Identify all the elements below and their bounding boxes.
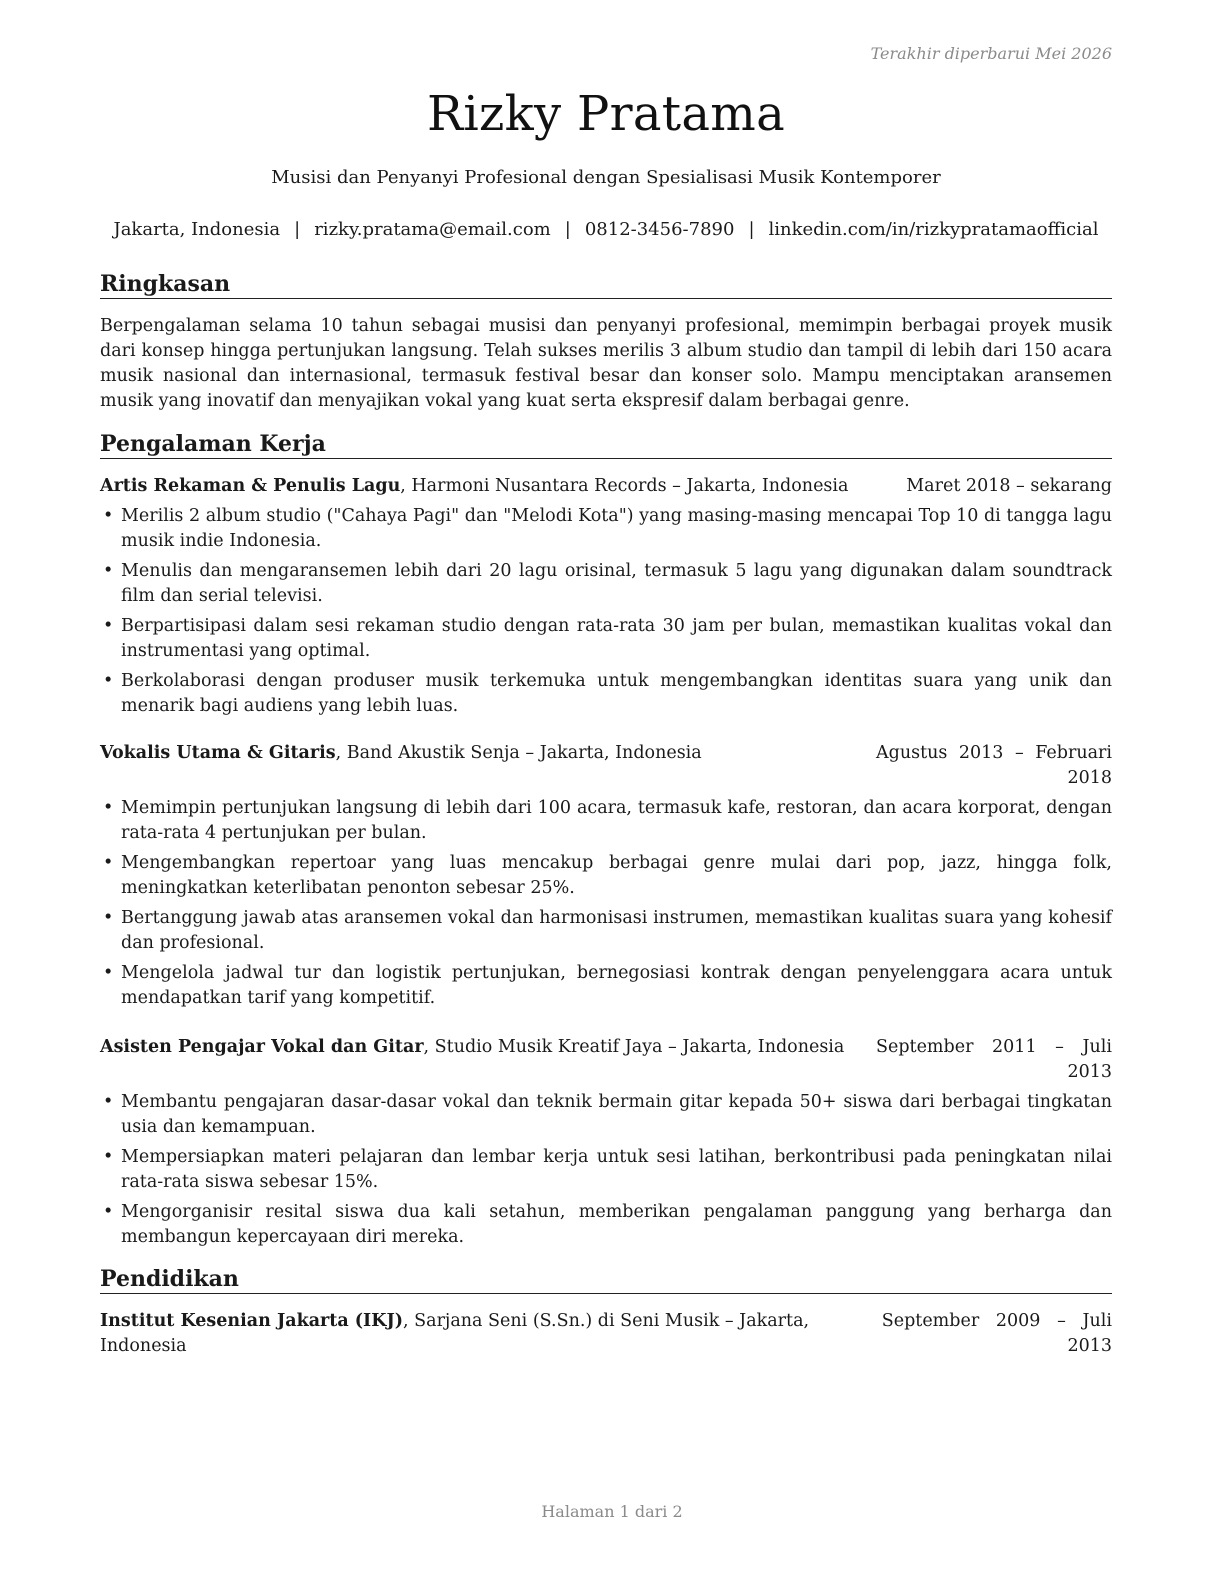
bullet-icon: • [103, 1092, 114, 1112]
list-item [100, 614, 1112, 664]
bullet-icon: • [103, 908, 114, 928]
contact-phone: 0812-3456-7890 [584, 219, 735, 240]
job-bullets [100, 1090, 1112, 1255]
job-date: Agustus 2013 – Februari 2018 [876, 743, 1112, 788]
bullet-text: Berpartisipasi dalam sesi rekaman studio dengan rata-rata 30 jam per bulan, memastikan kualitas vokal dan instrumentasi yang optimal. [121, 616, 1112, 661]
bullet-icon: • [103, 798, 114, 818]
section-title-summary: Ringkasan [100, 271, 1112, 299]
job-header [100, 474, 1112, 499]
contact-separator: | [564, 219, 571, 240]
bullet-icon: • [103, 616, 114, 636]
list-item [100, 906, 1112, 956]
summary-text: Berpengalaman selama 10 tahun sebagai musisi dan penyanyi profesional, memimpin berbagai proyek musik dari konsep hingga pertunjukan langsung. Telah sukses merilis 3 album studio dan tampil di lebih dari 150 acara musik nasional dan internasional, termasuk festival besar dan konser solo. Mampu menciptakan aransemen musik yang inovatif dan menyajikan vokal yang kuat serta ekspresif dalam berbagai genre. [100, 316, 1112, 411]
list-item [100, 961, 1112, 1011]
job-bullets [100, 504, 1112, 724]
tagline: Musisi dan Penyanyi Profesional dengan Spesialisasi Musik Kontemporer [271, 167, 941, 188]
bullet-text: Membantu pengajaran dasar-dasar vokal dan teknik bermain gitar kepada 50+ siswa dari berbagai tingkatan usia dan kemampuan. [121, 1092, 1112, 1137]
section-title-education: Pendidikan [100, 1266, 1112, 1294]
bullet-text: Menulis dan mengaransemen lebih dari 20 lagu orisinal, termasuk 5 lagu yang digunakan dalam soundtrack film dan serial televisi. [121, 561, 1112, 606]
job-role: Asisten Pengajar Vokal dan Gitar [100, 1037, 424, 1057]
contact-line [100, 219, 1112, 240]
job-title-line [100, 741, 876, 791]
job-date: September 2011 – Juli 2013 [876, 1037, 1112, 1082]
job-title-line [100, 1035, 876, 1085]
bullet-text: Mengorganisir resital siswa dua kali setahun, memberikan pengalaman panggung yang berharga dan membangun kepercayaan diri mereka. [121, 1202, 1112, 1247]
bullet-icon: • [103, 853, 114, 873]
contact-separator: | [748, 219, 755, 240]
section-title-experience: Pengalaman Kerja [100, 431, 1112, 459]
education-entry [100, 1309, 1112, 1359]
job-role: Artis Rekaman & Penulis Lagu [100, 476, 401, 496]
job-header [100, 741, 1112, 791]
education-title-line [100, 1309, 882, 1359]
bullet-text: Merilis 2 album studio ("Cahaya Pagi" dan "Melodi Kota") yang masing-masing mencapai Top 10 di tangga lagu musik indie Indonesia. [121, 506, 1112, 551]
contact-email[interactable]: rizky.pratama@email.com [314, 219, 551, 240]
list-item [100, 559, 1112, 609]
job-date: Maret 2018 – sekarang [906, 476, 1112, 496]
bullet-icon: • [103, 1202, 114, 1222]
bullet-text: Berkolaborasi dengan produser musik terkemuka untuk mengembangkan identitas suara yang unik dan menarik bagi audiens yang lebih luas. [121, 671, 1112, 716]
job-role: Vokalis Utama & Gitaris [100, 743, 336, 763]
bullet-text: Mengelola jadwal tur dan logistik pertunjukan, bernegosiasi kontrak dengan penyelenggara acara untuk mendapatkan tarif yang kompetitif. [121, 963, 1112, 1008]
bullet-text: Memimpin pertunjukan langsung di lebih dari 100 acara, termasuk kafe, restoran, dan acara korporat, dengan rata-rata 4 pertunjukan per bulan. [121, 798, 1112, 843]
bullet-text: Mengembangkan repertoar yang luas mencakup berbagai genre mulai dari pop, jazz, hingga folk, meningkatkan keterlibatan penonton sebesar 25%. [121, 853, 1112, 898]
education-date: September 2009 – Juli 2013 [881, 1311, 1112, 1356]
bullet-icon: • [103, 963, 114, 983]
job-header [100, 1035, 1112, 1085]
last-updated: Terakhir diperbarui Mei 2026 [870, 44, 1112, 63]
job-title-line [100, 474, 906, 499]
list-item [100, 851, 1112, 901]
job-bullets [100, 796, 1112, 1016]
contact-linkedin[interactable]: linkedin.com/in/rizkypratamaofficial [768, 219, 1099, 240]
list-item [100, 504, 1112, 554]
education-school: Institut Kesenian Jakarta (IKJ) [100, 1311, 404, 1331]
bullet-icon: • [103, 506, 114, 526]
list-item [100, 669, 1112, 719]
job-org: , Harmoni Nusantara Records – Jakarta, Indonesia [400, 476, 849, 496]
bullet-icon: • [103, 561, 114, 581]
bullet-icon: • [103, 1147, 114, 1167]
job-org: , Band Akustik Senja – Jakarta, Indonesia [335, 743, 702, 763]
list-item [100, 796, 1112, 846]
person-name: Rizky Pratama [426, 86, 786, 142]
contact-location: Jakarta, Indonesia [113, 219, 281, 240]
job-org: , Studio Musik Kreatif Jaya – Jakarta, Indonesia [423, 1037, 845, 1057]
contact-separator: | [294, 219, 301, 240]
list-item [100, 1200, 1112, 1250]
bullet-text: Bertanggung jawab atas aransemen vokal dan harmonisasi instrumen, memastikan kualitas suara yang kohesif dan profesional. [121, 908, 1112, 953]
education-detail: , Sarjana Seni (S.Sn.) di Seni Musik – Jakarta, Indonesia [100, 1311, 810, 1356]
list-item [100, 1090, 1112, 1140]
page-number: Halaman 1 dari 2 [541, 1502, 683, 1521]
bullet-text: Mempersiapkan materi pelajaran dan lembar kerja untuk sesi latihan, berkontribusi pada peningkatan nilai rata-rata siswa sebesar 15%. [121, 1147, 1112, 1192]
bullet-icon: • [103, 671, 114, 691]
list-item [100, 1145, 1112, 1195]
